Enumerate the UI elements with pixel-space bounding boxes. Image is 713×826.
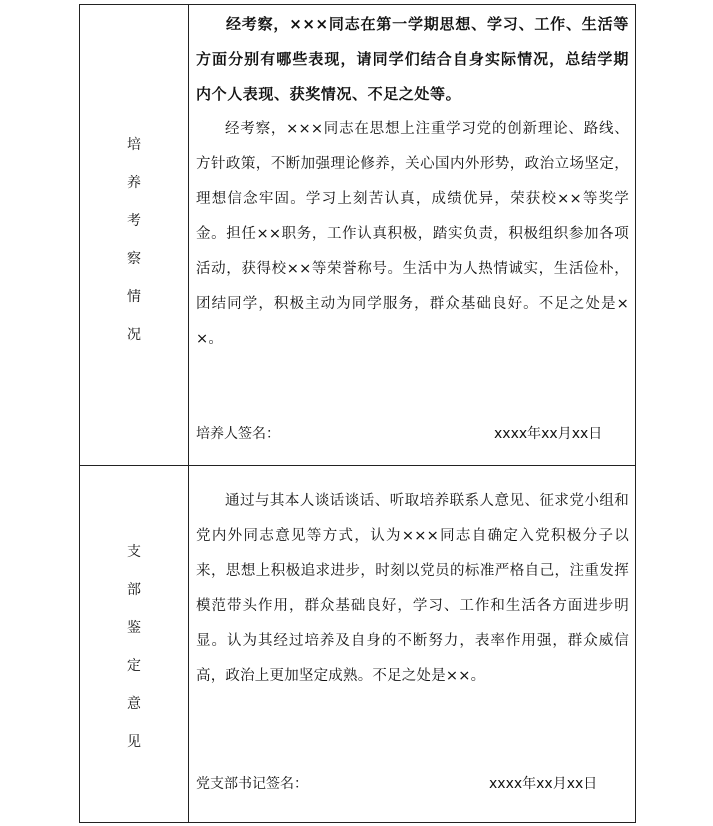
prompt-paragraph: 经考察，×××同志在第一学期思想、学习、工作、生活等方面分别有哪些表现，请同学们结合自身实际情况，总结学期内个人表现、获奖情况、不足之处等。 bbox=[196, 15, 629, 103]
section-content-cultivation bbox=[196, 7, 629, 357]
label-char: 况 bbox=[127, 327, 141, 343]
section-label-cultivation bbox=[80, 126, 188, 354]
label-char: 察 bbox=[127, 251, 141, 267]
label-char: 养 bbox=[127, 175, 141, 191]
signature-label: 培养人签名： bbox=[196, 426, 280, 442]
label-char: 考 bbox=[127, 213, 141, 229]
label-char: 定 bbox=[127, 658, 141, 674]
label-char: 见 bbox=[127, 734, 141, 750]
label-char: 支 bbox=[127, 544, 141, 560]
label-char: 培 bbox=[127, 137, 141, 153]
opinion-paragraph: 通过与其本人谈话谈话、听取培养联系人意见、征求党小组和党内外同志意见等方式，认为×××同志自确定入党积极分子以来，思想上积极追求进步，时刻以党员的标准严格自己，注重发挥模范带头作用，群众基础良好，学习、工作和生活各方面进步明显。认为其经过培养及自身的不断努力，表率作用强，群众威信高，政治上更加坚定成熟。不足之处是××。 bbox=[196, 493, 629, 684]
column-divider bbox=[188, 5, 189, 822]
signature-label: 党支部书记签名： bbox=[196, 776, 308, 792]
row-divider bbox=[80, 465, 635, 466]
evaluation-paragraph: 经考察，×××同志在思想上注重学习党的创新理论、路线、方针政策，不断加强理论修养，关心国内外形势，政治立场坚定，理想信念牢固。学习上刻苦认真，成绩优异，荣获校××等奖学金。担任××职务，工作认真积极，踏实负责，积极组织参加各项活动，获得校××等荣誉称号。生活中为人热情诚实，生活俭朴，团结同学，积极主动为同学服务，群众基础良好。不足之处是××。 bbox=[196, 121, 629, 347]
label-char: 意 bbox=[127, 696, 141, 712]
signature-date: xxxx年xx月xx日 bbox=[494, 426, 603, 442]
label-char: 鉴 bbox=[127, 620, 141, 636]
evaluation-table bbox=[79, 4, 636, 823]
label-char: 部 bbox=[127, 582, 141, 598]
signature-row-cultivator bbox=[196, 424, 629, 444]
section-content-branch-opinion bbox=[196, 484, 629, 694]
signature-date: xxxx年xx月xx日 bbox=[489, 776, 598, 792]
label-char: 情 bbox=[127, 289, 141, 305]
section-label-branch-opinion bbox=[80, 533, 188, 761]
signature-row-secretary bbox=[196, 774, 629, 794]
